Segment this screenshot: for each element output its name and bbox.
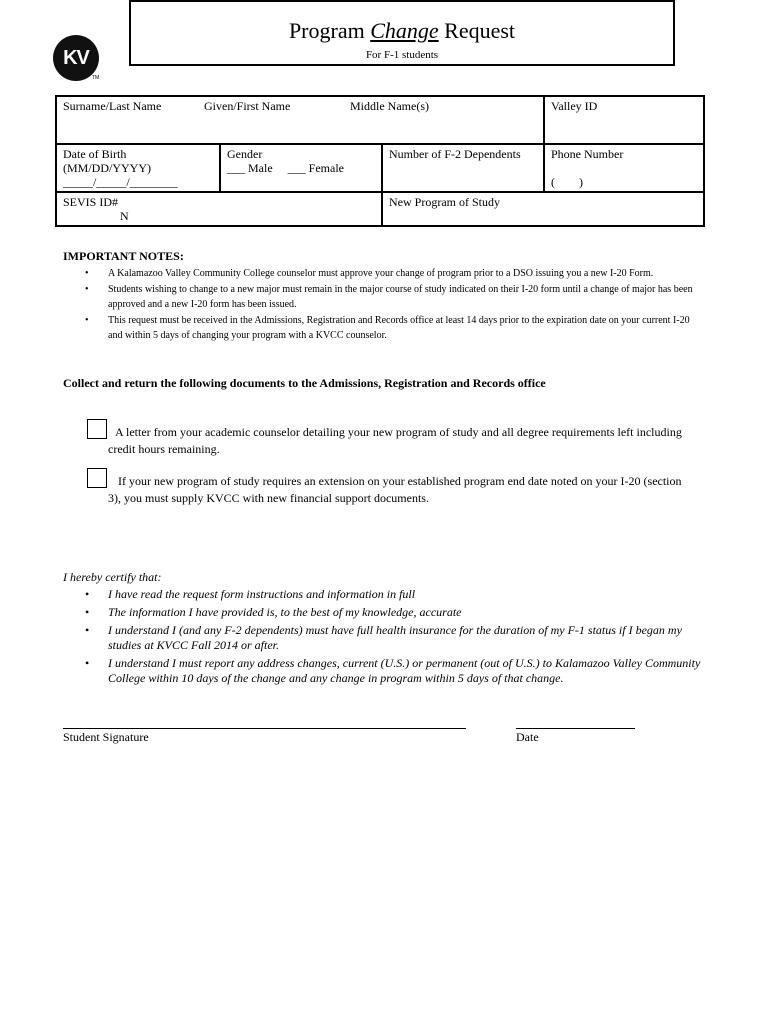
certify-list — [63, 587, 703, 689]
certify-heading: I hereby certify that: — [63, 570, 162, 584]
sevis-cell[interactable] — [56, 192, 382, 226]
dependents-cell[interactable] — [382, 144, 544, 192]
given-name-label: Given/First Name — [204, 99, 291, 113]
middle-name-label: Middle Name(s) — [350, 99, 429, 113]
important-notes-heading: IMPORTANT NOTES: — [63, 249, 184, 263]
certify-item: • I understand I (and any F-2 dependents) must have full health insurance for the duration of my F-1 status if I began my studies at KVCC Fall 2014 or after. — [63, 623, 703, 653]
phone-label: Phone Number — [551, 147, 624, 161]
kv-logo: KV — [53, 35, 99, 81]
note-item: • Students wishing to change to a new major must remain in the major course of study indicated on their I-20 form until a change of major has been approved and a new I-20 form has been issued. — [63, 282, 705, 313]
counselor-letter-text: A letter from your academic counselor detailing your new program of study and all degree requirements left including credit hours remaining. — [108, 425, 682, 456]
financial-docs-text: If your new program of study requires an extension on your established program end date noted on your I-20 (section 3), you must supply KVCC with new financial support documents. — [108, 474, 682, 505]
sevis-prefix: N — [120, 209, 129, 223]
surname-label: Surname/Last Name — [63, 99, 162, 113]
name-cell[interactable] — [56, 96, 544, 144]
note-item: • A Kalamazoo Valley Community College counselor must approve your change of program prior to a DSO issuing you a new I-20 Form. — [63, 266, 705, 282]
title-change-word: Change — [370, 18, 439, 43]
certify-item: • I have read the request form instructions and information in full — [63, 587, 703, 602]
student-info-table — [55, 95, 705, 227]
trademark-mark: TM — [92, 75, 100, 81]
date-label: Date — [516, 730, 539, 744]
date-line[interactable] — [516, 728, 635, 729]
gender-options: ___ Male ___ Female — [227, 161, 344, 175]
gender-label: Gender — [227, 147, 263, 161]
dependents-label: Number of F-2 Dependents — [389, 147, 521, 161]
student-signature-label: Student Signature — [63, 730, 149, 744]
title-prefix: Program — [288, 18, 371, 43]
gender-cell[interactable] — [220, 144, 382, 192]
dob-label: Date of Birth — [63, 147, 127, 161]
valley-id-label: Valley ID — [551, 99, 598, 113]
phone-cell[interactable] — [544, 144, 704, 192]
phone-blank: ( ) — [551, 175, 583, 189]
valley-id-cell[interactable] — [544, 96, 704, 144]
collect-heading: Collect and return the following documents to the Admissions, Registration and Records office — [63, 376, 546, 390]
certify-item: • I understand I must report any address changes, current (U.S.) or permanent (out of U.S.) to Kalamazoo Valley Community College within 10 days of the change and any change in program within 5 days of that change. — [63, 656, 703, 686]
new-program-cell[interactable] — [382, 192, 704, 226]
certify-item: • The information I have provided is, to the best of my knowledge, accurate — [63, 605, 703, 620]
title-suffix: Request — [438, 18, 516, 43]
important-notes-list — [63, 266, 705, 344]
dob-blank: _____/_____/________ — [63, 175, 178, 189]
counselor-letter-checkbox[interactable] — [87, 419, 107, 439]
page-subtitle: For F-1 students — [365, 49, 439, 61]
dob-cell[interactable] — [56, 144, 220, 192]
page-title — [131, 18, 673, 44]
note-item: • This request must be received in the Admissions, Registration and Records office at least 14 days prior to the expiration date on your current I-20 and within 5 days of changing your program with a KVCC counselor. — [63, 313, 705, 344]
dob-format: (MM/DD/YYYY) — [63, 161, 151, 175]
financial-docs-checkbox[interactable] — [87, 468, 107, 488]
new-program-label: New Program of Study — [389, 195, 500, 209]
title-box — [129, 0, 675, 66]
student-signature-line[interactable] — [63, 728, 466, 729]
sevis-label: SEVIS ID# — [63, 195, 119, 209]
